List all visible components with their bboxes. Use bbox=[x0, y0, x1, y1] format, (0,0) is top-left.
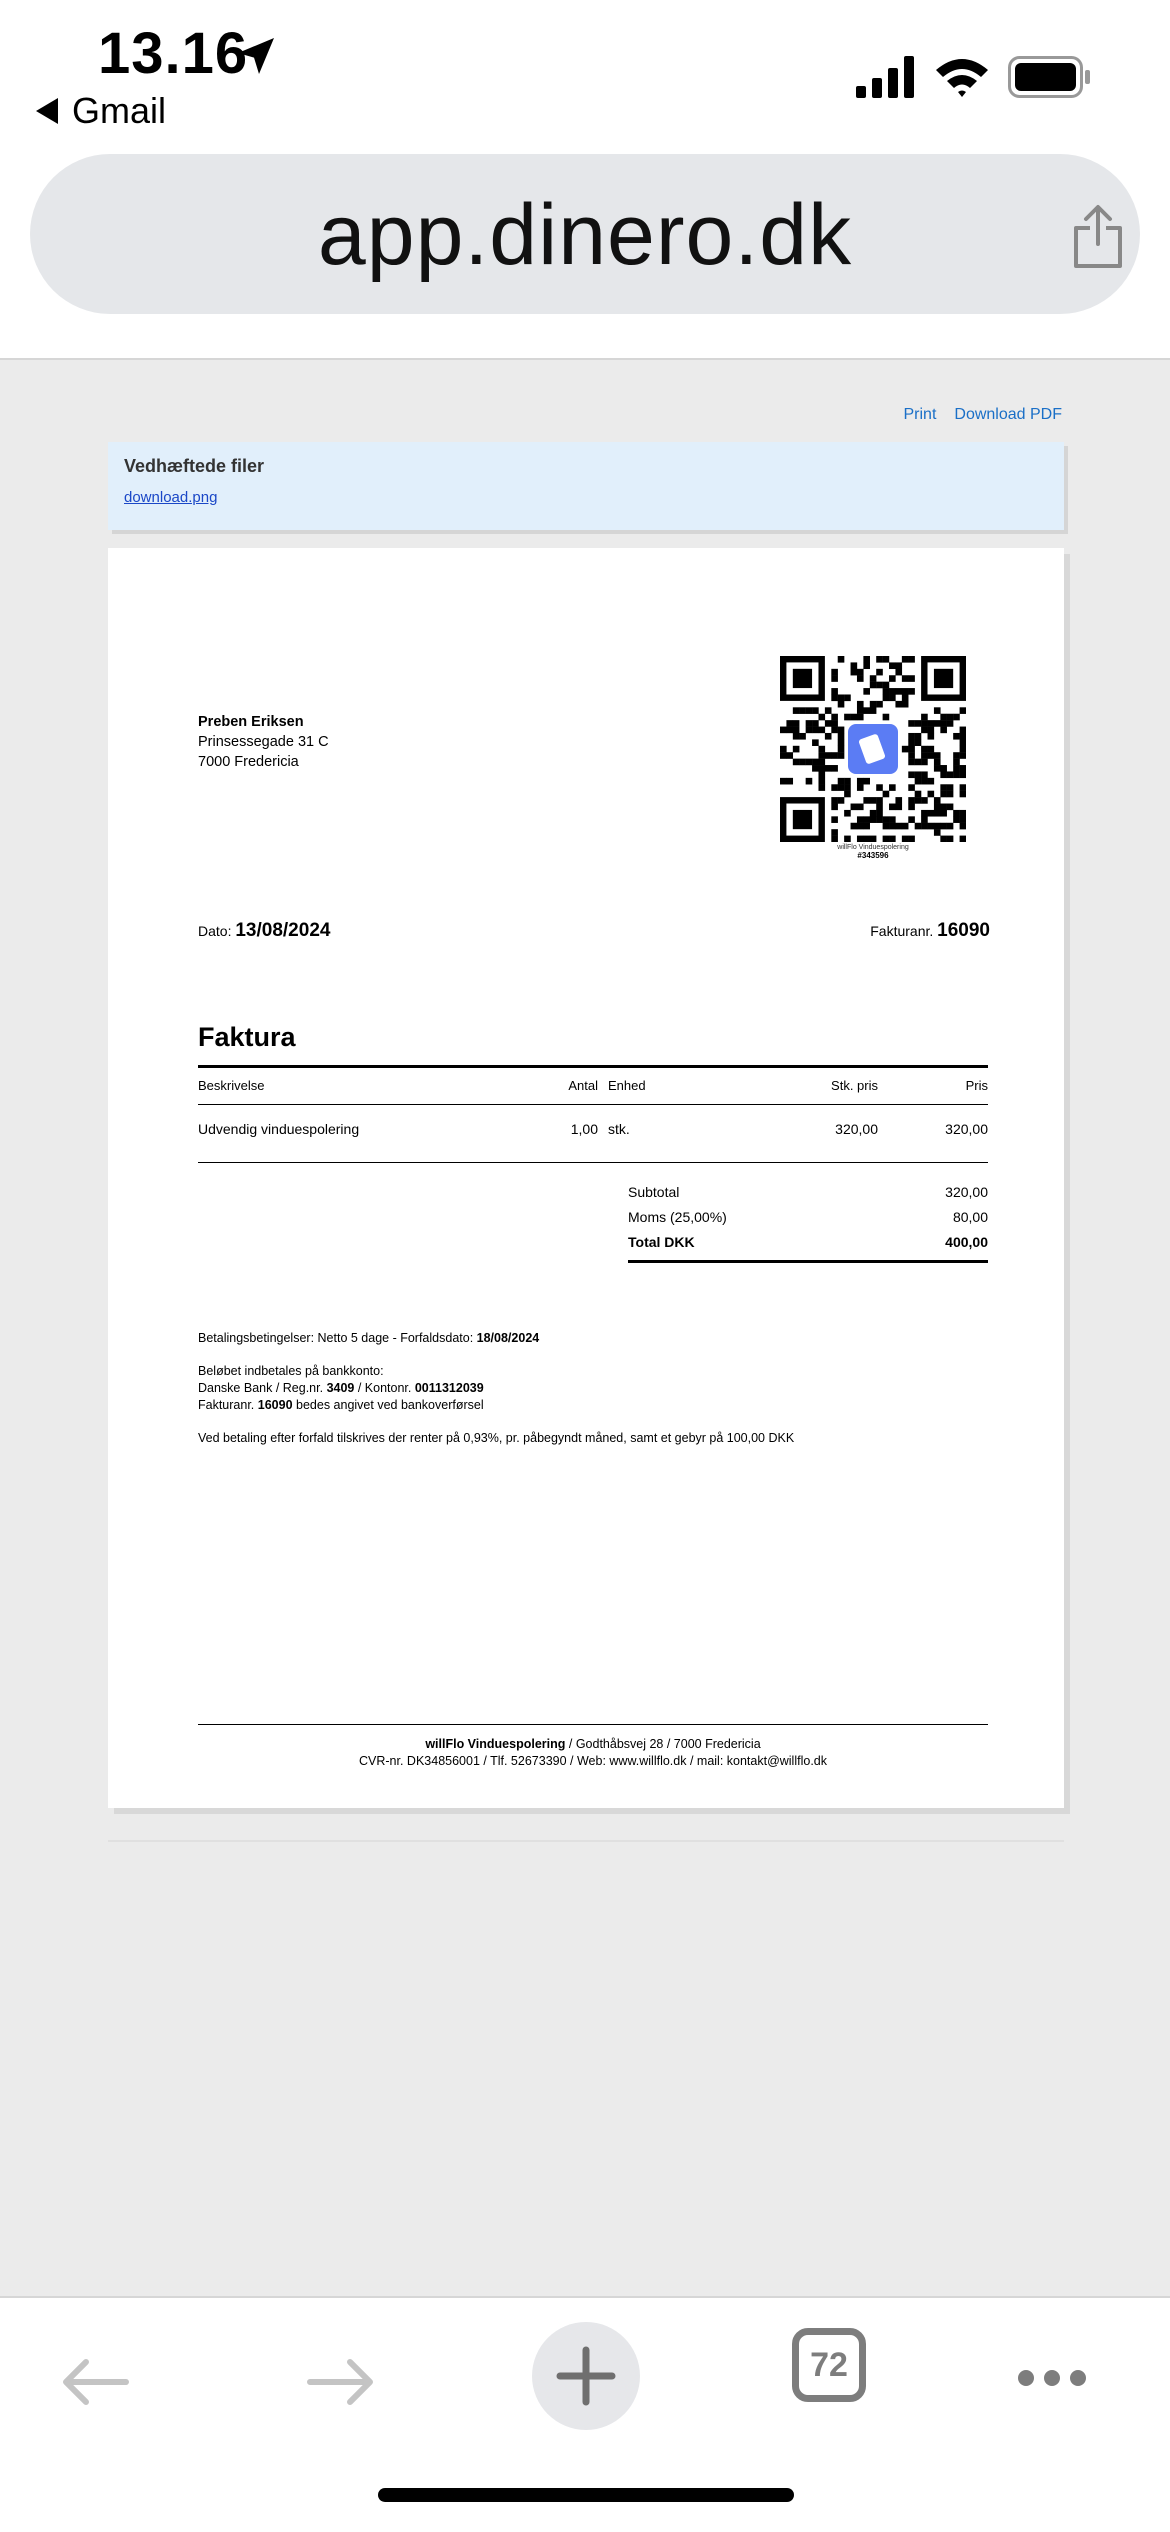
qr-caption bbox=[780, 844, 966, 861]
line-unit-price: 320,00 bbox=[835, 1121, 878, 1137]
back-app-label: Gmail bbox=[72, 90, 167, 131]
location-arrow-icon bbox=[232, 32, 280, 80]
invoice-number-label: Fakturanr. bbox=[870, 923, 934, 939]
download-pdf-link[interactable]: Download PDF bbox=[954, 406, 1062, 423]
attachments-panel bbox=[108, 442, 1064, 530]
plus-icon bbox=[532, 2322, 640, 2430]
document-actions bbox=[903, 406, 1062, 424]
subtotal-label: Subtotal bbox=[628, 1184, 680, 1200]
header-quantity: Antal bbox=[568, 1078, 598, 1093]
payment-qr-code bbox=[780, 656, 966, 842]
vat-row bbox=[628, 1209, 988, 1234]
more-options-icon[interactable] bbox=[1016, 2368, 1088, 2388]
footer-address-line bbox=[198, 1736, 988, 1753]
late-fee-text: Ved betaling efter forfald tilskrives der renter på 0,93%, pr. påbegyndt måned, samt et gebyr på 100,00 DKK bbox=[198, 1431, 795, 1445]
footer-rule bbox=[198, 1724, 988, 1725]
invoice-title: Faktura bbox=[198, 1022, 296, 1052]
table-end-rule bbox=[198, 1162, 988, 1163]
date-value: 13/08/2024 bbox=[235, 920, 331, 941]
line-quantity: 1,00 bbox=[570, 1121, 598, 1137]
total-row bbox=[628, 1234, 988, 1259]
header-unit: Enhed bbox=[608, 1078, 646, 1093]
line-unit: stk. bbox=[608, 1121, 630, 1137]
ref-prefix: Fakturanr. bbox=[198, 1398, 255, 1412]
page-divider bbox=[108, 1840, 1064, 1842]
wifi-icon bbox=[934, 56, 990, 98]
home-indicator bbox=[378, 2488, 794, 2502]
customer-name: Preben Eriksen bbox=[198, 714, 304, 730]
ref-suffix: bedes angivet ved bankoverførsel bbox=[296, 1398, 484, 1412]
forward-arrow-icon[interactable] bbox=[306, 2358, 376, 2406]
header-unit-price: Stk. pris bbox=[831, 1078, 878, 1093]
bank-info bbox=[198, 1363, 794, 1414]
back-to-app-button[interactable] bbox=[36, 90, 166, 132]
total-label: Total DKK bbox=[628, 1234, 695, 1250]
status-bar bbox=[0, 0, 1170, 150]
qr-company: willFlo Vinduespolering bbox=[837, 844, 909, 851]
battery-icon bbox=[1008, 56, 1092, 98]
footer-company: willFlo Vinduespolering bbox=[425, 1737, 566, 1751]
header-description: Beskrivelse bbox=[198, 1078, 265, 1093]
total-rule bbox=[628, 1260, 988, 1263]
vat-label: Moms (25,00%) bbox=[628, 1209, 727, 1225]
invoice-number-value: 16090 bbox=[937, 920, 990, 941]
payment-terms-line bbox=[198, 1330, 794, 1347]
address-bar[interactable] bbox=[30, 154, 1140, 314]
invoice-date bbox=[198, 920, 330, 942]
footer-contact: CVR-nr. DK34856001 / Tlf. 52673390 / Web: www.willflo.dk / mail: kontakt@willflo.dk bbox=[359, 1754, 827, 1768]
back-triangle-icon bbox=[36, 98, 58, 124]
ref-nr: 16090 bbox=[257, 1398, 293, 1412]
date-label: Dato: bbox=[198, 923, 232, 939]
customer-city: 7000 Fredericia bbox=[198, 754, 299, 770]
header-rule bbox=[198, 1104, 988, 1105]
vat-value: 80,00 bbox=[952, 1209, 988, 1225]
bank-intro: Beløbet indbetales på bankkonto: bbox=[198, 1364, 384, 1378]
tab-count-button[interactable]: 72 bbox=[792, 2328, 866, 2402]
document-viewer bbox=[0, 362, 1170, 2296]
invoice-footer bbox=[198, 1736, 988, 1770]
totals-block bbox=[628, 1184, 988, 1259]
attachment-link[interactable]: download.png bbox=[124, 489, 218, 506]
payment-terms-text: Betalingsbetingelser: Netto 5 dage - Forfaldsdato: bbox=[198, 1331, 474, 1345]
bank-prefix: Danske Bank / Reg.nr. bbox=[198, 1381, 324, 1395]
due-date: 18/08/2024 bbox=[476, 1331, 540, 1345]
customer-street: Prinsessegade 31 C bbox=[198, 734, 329, 750]
share-icon[interactable] bbox=[1070, 204, 1126, 270]
payment-terms bbox=[198, 1330, 794, 1463]
total-value: 400,00 bbox=[945, 1234, 988, 1250]
browser-address-area bbox=[0, 150, 1170, 360]
line-price: 320,00 bbox=[945, 1121, 988, 1137]
invoice-number bbox=[870, 920, 990, 942]
subtotal-row bbox=[628, 1184, 988, 1209]
footer-address: / Godthåbsvej 28 / 7000 Fredericia bbox=[568, 1737, 761, 1751]
cellular-signal-icon bbox=[856, 56, 916, 98]
print-link[interactable]: Print bbox=[903, 406, 937, 423]
line-description: Udvendig vinduespolering bbox=[198, 1121, 360, 1137]
table-row bbox=[198, 1121, 988, 1141]
status-time: 13.16 bbox=[98, 21, 249, 86]
new-tab-button[interactable] bbox=[532, 2322, 640, 2430]
url-text: app.dinero.dk bbox=[317, 187, 853, 283]
invoice-page bbox=[108, 548, 1064, 1808]
reg-nr: 3409 bbox=[326, 1381, 355, 1395]
subtotal-value: 320,00 bbox=[945, 1184, 988, 1200]
header-price: Pris bbox=[965, 1078, 988, 1093]
table-header bbox=[198, 1078, 988, 1098]
qr-number: #343596 bbox=[857, 851, 889, 860]
account-prefix: / Kontonr. bbox=[357, 1381, 412, 1395]
customer-address bbox=[198, 712, 329, 772]
account-nr: 0011312039 bbox=[414, 1381, 484, 1395]
title-rule bbox=[198, 1065, 988, 1068]
attachments-title: Vedhæftede filer bbox=[124, 456, 265, 476]
back-arrow-icon[interactable] bbox=[60, 2358, 130, 2406]
